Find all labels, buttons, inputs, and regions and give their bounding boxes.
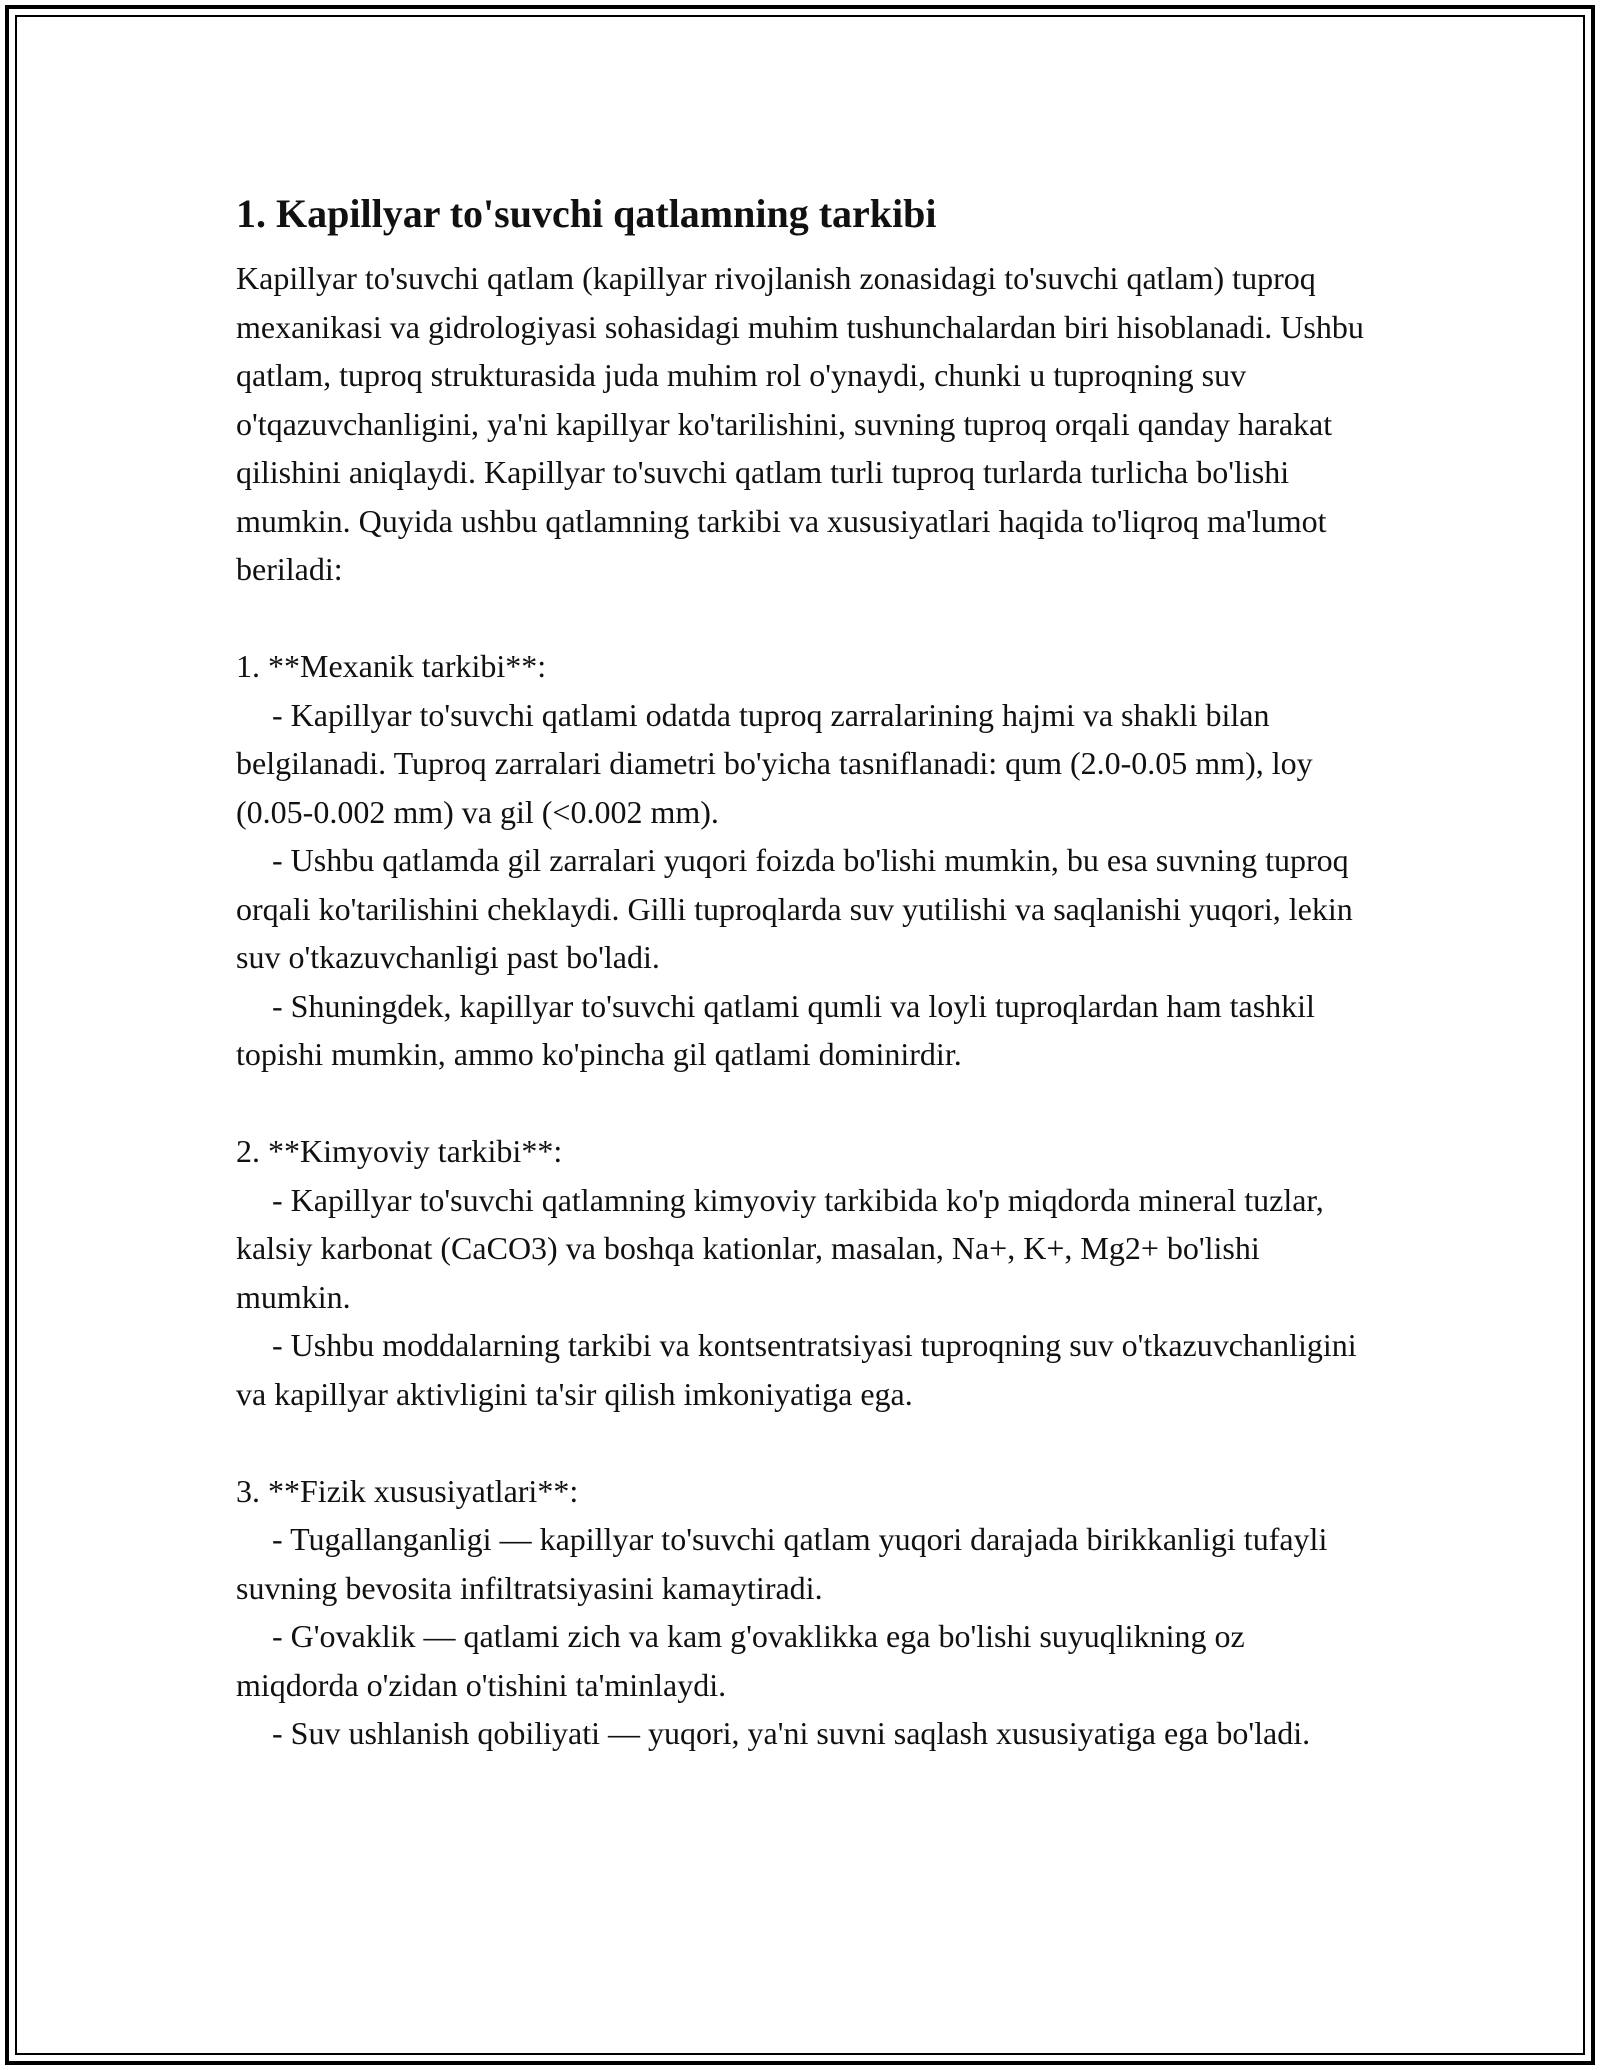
list-item: - Shuningdek, kapillyar to'suvchi qatlami qumli va loyli tuproqlardan ham tashkil topishi mumkin, ammo ko'pincha gil qatlami dominirdir. (236, 987, 1315, 1072)
section-mechanical (236, 642, 1366, 1079)
section-physical (236, 1467, 1366, 1758)
list-item: - Suv ushlanish qobiliyati — yuqori, ya'ni suvni saqlash xususiyatiga ega bo'ladi. (272, 1715, 1311, 1751)
list-item: - Tugallanganligi — kapillyar to'suvchi qatlam yuqori darajada birikkanligi tufayli suvning bevosita infiltratsiyasini kamaytiradi. (236, 1521, 1328, 1606)
list-item: - G'ovaklik — qatlami zich va kam g'ovaklikka ega bo'lishi suyuqlikning oz miqdorda o'zidan o'tishini ta'minlaydi. (236, 1618, 1245, 1703)
list-item: - Ushbu moddalarning tarkibi va kontsentratsiyasi tuproqning suv o'tkazuvchanligini va kapillyar aktivligini ta'sir qilish imkoniyatiga ega. (236, 1327, 1357, 1412)
list-item: - Kapillyar to'suvchi qatlamning kimyoviy tarkibida ko'p miqdorda mineral tuzlar, kalsiy karbonat (CaCO3) va boshqa kationlar, masalan, Na+, K+, Mg2+ bo'lishi mumkin. (236, 1181, 1324, 1315)
document-body (236, 186, 1366, 1758)
section-chemical (236, 1127, 1366, 1418)
section-heading: 3. **Fizik xususiyatlari**: (236, 1472, 579, 1509)
page-title: 1. Kapillyar to'suvchi qatlamning tarkibi (236, 191, 937, 236)
intro-paragraph: Kapillyar to'suvchi qatlam (kapillyar rivojlanish zonasidagi to'suvchi qatlam) tuproq mexanikasi va gidrologiyasi sohasidagi muhim tushunchalardan biri hisoblanadi. Ushbu qatlam, tuproq strukturasida juda muhim rol o'ynaydi, chunki u tuproqning suv o'tqazuvchanligini, ya'ni kapillyar ko'tarilishini, suvning tuproq orqali qanday harakat qilishini aniqlaydi. Kapillyar to'suvchi qatlam turli tuproq turlarda turlicha bo'lishi mumkin. Quyida ushbu qatlamning tarkibi va xususiyatlari haqida to'liqroq ma'lumot beriladi: (236, 260, 1364, 587)
section-heading: 2. **Kimyoviy tarkibi**: (236, 1133, 563, 1169)
list-item: - Kapillyar to'suvchi qatlami odatda tuproq zarralarining hajmi va shakli bilan belgilanadi. Tuproq zarralari diametri bo'yicha tasniflanadi: qum (2.0-0.05 mm), loy (0.05-0.002 mm) va gil (<0.002 mm). (236, 696, 1313, 830)
section-heading: 1. **Mexanik tarkibi**: (236, 648, 547, 684)
list-item: - Ushbu qatlamda gil zarralari yuqori foizda bo'lishi mumkin, bu esa suvning tuproq orqali ko'tarilishini cheklaydi. Gilli tuproqlarda suv yutilishi va saqlanishi yuqori, lekin suv o'tkazuvchanligi past bo'ladi. (236, 842, 1353, 975)
